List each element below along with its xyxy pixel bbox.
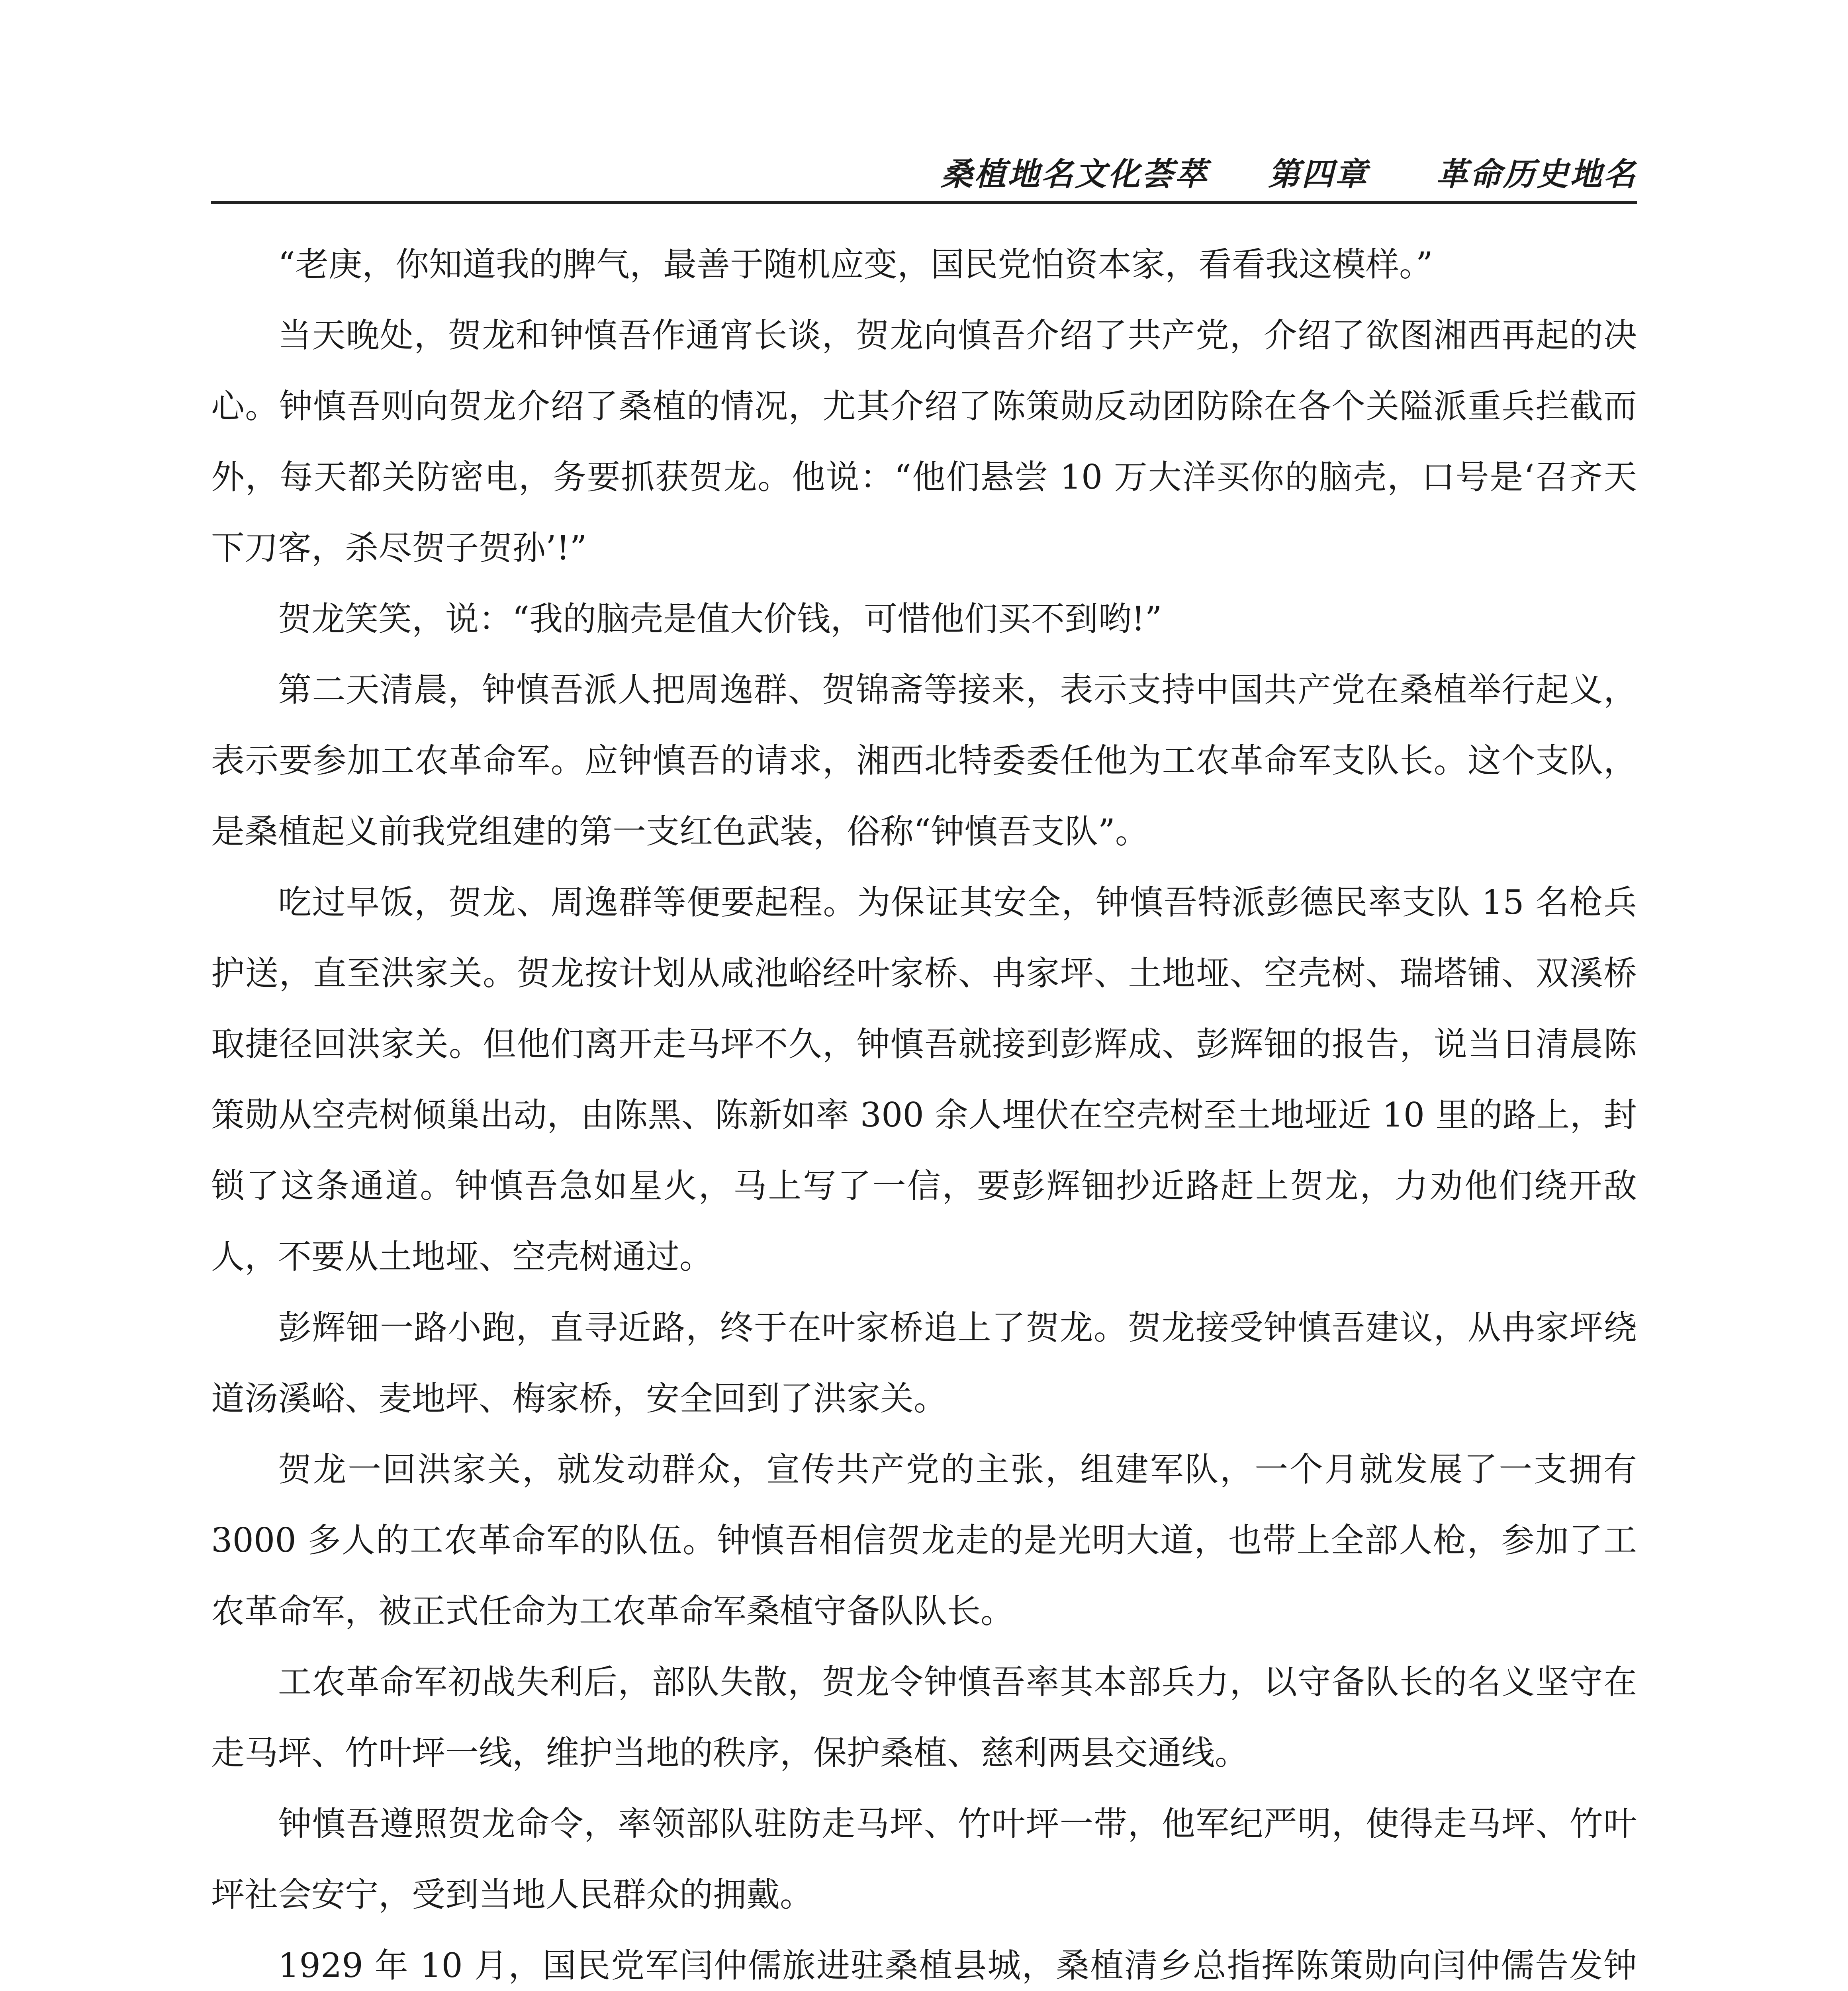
paragraph: 钟慎吾遵照贺龙命令，率领部队驻防走马坪、竹叶坪一带，他军纪严明，使得走马坪、竹叶坪社会安宁，受到当地人民群众的拥戴。 <box>211 1804 1637 1914</box>
paragraph: “老庚，你知道我的脾气，最善于随机应变，国民党怕资本家，看看我这模样。” <box>278 245 1433 284</box>
paragraph: 吃过早饭，贺龙、周逸群等便要起程。为保证其安全，钟慎吾特派彭德民率支队 15 名枪兵护送，直至洪家关。贺龙按计划从咸池峪经叶家桥、冉家坪、土地垭、空壳树、瑞塔铺、双溪桥取捷径回洪家关。但他们离开走马坪不久，钟慎吾就接到彭辉成、彭辉钿的报告，说当日清晨陈策勋从空壳树倾巢出动，由陈黑、陈新如率 300 余人埋伏在空壳树至土地垭近 10 里的路上，封锁了这条通道。钟慎吾急如星火，马上写了一信，要彭辉钿抄近路赶上贺龙，力劝他们绕开敌人，不要从土地垭、空壳树通过。 <box>211 883 1637 1276</box>
paragraph: 第二天清晨，钟慎吾派人把周逸群、贺锦斋等接来，表示支持中国共产党在桑植举行起义，表示要参加工农革命军。应钟慎吾的请求，湘西北特委委任他为工农革命军支队长。这个支队，是桑植起义前我党组建的第一支红色武装，俗称“钟慎吾支队”。 <box>211 670 1637 851</box>
paragraph: 贺龙一回洪家关，就发动群众，宣传共产党的主张，组建军队，一个月就发展了一支拥有 3000 多人的工农革命军的队伍。钟慎吾相信贺龙走的是光明大道，也带上全部人枪，参加了工农革命军，被正式任命为工农革命军桑植守备队队长。 <box>211 1450 1637 1631</box>
paragraph: 工农革命军初战失利后，部队失散，贺龙令钟慎吾率其本部兵力，以守备队长的名义坚守在走马坪、竹叶坪一线，维护当地的秩序，保护桑植、慈利两县交通线。 <box>211 1662 1637 1772</box>
header-book-title: 桑植地名文化荟萃 <box>941 155 1208 193</box>
body-text <box>211 229 1637 1991</box>
header-chapter: 第四章 <box>1268 155 1368 193</box>
header-rule <box>211 201 1637 204</box>
paragraph: 当天晚处，贺龙和钟慎吾作通宵长谈，贺龙向慎吾介绍了共产党，介绍了欲图湘西再起的决心。钟慎吾则向贺龙介绍了桑植的情况，尤其介绍了陈策勋反动团防除在各个关隘派重兵拦截而外，每天都关防密电，务要抓获贺龙。他说：“他们悬尝 10 万大洋买你的脑壳，口号是‘召齐天下刀客，杀尽贺子贺孙’!” <box>211 316 1637 567</box>
paragraph: 贺龙笑笑，说：“我的脑壳是值大价钱，可惜他们买不到哟!” <box>278 599 1162 638</box>
paragraph: 彭辉钿一路小跑，直寻近路，终于在叶家桥追上了贺龙。贺龙接受钟慎吾建议，从冉家坪绕道汤溪峪、麦地坪、梅家桥，安全回到了洪家关。 <box>211 1308 1637 1418</box>
paragraph: 1929 年 10 月，国民党军闫仲儒旅进驻桑植县城，桑植清乡总指挥陈策勋向闫仲儒告发钟 <box>278 1946 1637 1985</box>
running-header <box>211 143 1637 199</box>
header-section-title: 革命历史地名 <box>1436 155 1637 193</box>
